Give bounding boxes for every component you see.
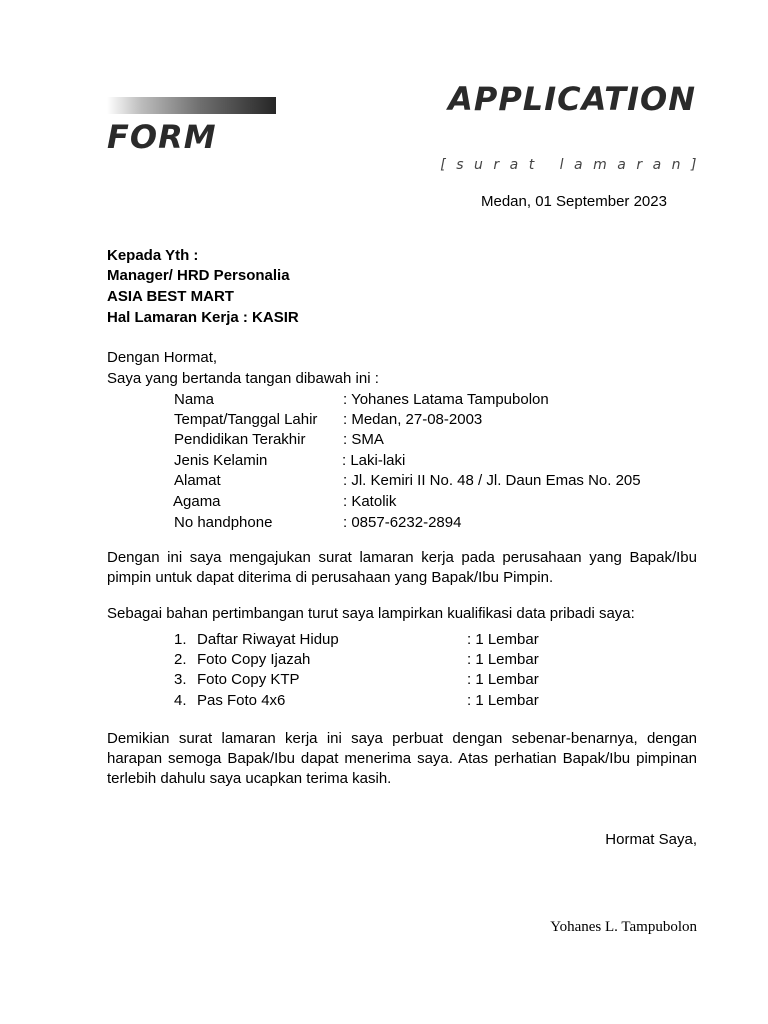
personal-data-value: : Laki-laki: [342, 452, 406, 469]
attachment-number: 1.: [174, 631, 187, 648]
attachment-item: Pas Foto 4x6: [197, 692, 286, 709]
recipient-line-2: Manager/ HRD Personalia: [107, 267, 290, 284]
greeting: Dengan Hormat,: [107, 349, 218, 366]
personal-data-value: : 0857-6232-2894: [343, 514, 462, 531]
title-line-1: APPLICATION: [448, 80, 696, 118]
recipient-line-1: Kepada Yth :: [107, 247, 199, 264]
place-date: Medan, 01 September 2023: [481, 193, 667, 210]
attachment-number: 2.: [174, 651, 187, 668]
attachment-item: Foto Copy Ijazah: [197, 651, 311, 668]
personal-data-label: Tempat/Tanggal Lahir: [174, 411, 318, 428]
personal-data-value: : Medan, 27-08-2003: [343, 411, 483, 428]
signoff: Hormat Saya,: [605, 831, 697, 848]
intro-text: Saya yang bertanda tangan dibawah ini :: [107, 370, 379, 387]
personal-data-value: : Jl. Kemiri II No. 48 / Jl. Daun Emas No. 205: [343, 472, 641, 489]
attachment-number: 3.: [174, 671, 187, 688]
personal-data-value: : Katolik: [343, 493, 397, 510]
personal-data-label: Pendidikan Terakhir: [174, 431, 306, 448]
personal-data-label: Agama: [173, 493, 221, 510]
subtitle: [surat lamaran]: [440, 157, 707, 173]
attachment-qty: : 1 Lembar: [467, 692, 539, 709]
attachment-item: Daftar Riwayat Hidup: [197, 631, 339, 648]
personal-data-value: : SMA: [343, 431, 384, 448]
paragraph-attachments-intro: Sebagai bahan pertimbangan turut saya lampirkan kualifikasi data pribadi saya:: [107, 605, 635, 622]
attachment-item: Foto Copy KTP: [197, 671, 300, 688]
title-line-2: FORM: [107, 118, 217, 156]
recipient-line-3: ASIA BEST MART: [107, 288, 234, 305]
paragraph-application: Dengan ini saya mengajukan surat lamaran kerja pada perusahaan yang Bapak/Ibu pimpin untuk dapat diterima di perusahaan yang Bapak/Ibu Pimpin.: [107, 549, 697, 586]
personal-data-label: Alamat: [174, 472, 221, 489]
personal-data-label: No handphone: [174, 514, 273, 531]
recipient-line-4: Hal Lamaran Kerja : KASIR: [107, 309, 299, 326]
attachment-qty: : 1 Lembar: [467, 671, 539, 688]
personal-data-label: Jenis Kelamin: [174, 452, 268, 469]
attachment-number: 4.: [174, 692, 187, 709]
signature-name: Yohanes L. Tampubolon: [550, 919, 697, 935]
header-gradient-bar: [107, 97, 276, 114]
personal-data-value: : Yohanes Latama Tampubolon: [343, 391, 549, 408]
attachment-qty: : 1 Lembar: [467, 651, 539, 668]
personal-data-label: Nama: [174, 391, 215, 408]
paragraph-closing: Demikian surat lamaran kerja ini saya perbuat dengan sebenar-benarnya, dengan harapan semoga Bapak/Ibu dapat menerima saya. Atas perhatian Bapak/Ibu pimpinan terlebih dahulu saya ucapkan terima kasih.: [107, 730, 697, 787]
attachment-qty: : 1 Lembar: [467, 631, 539, 648]
